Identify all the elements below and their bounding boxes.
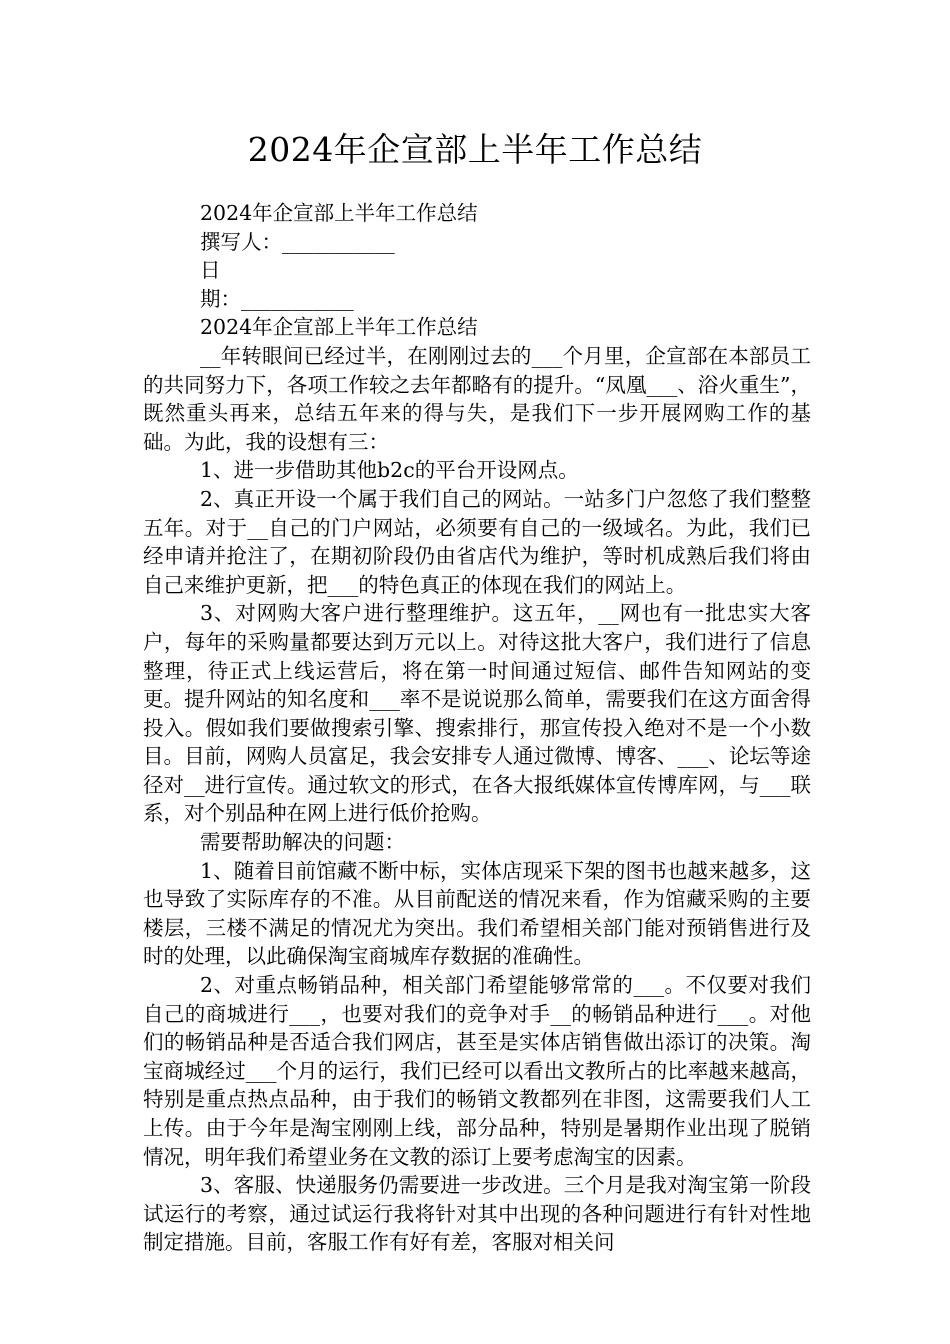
paragraph-problems-heading: 需要帮助解决的问题： (200, 830, 405, 855)
header-line-title: 2024年企宣部上半年工作总结 (200, 201, 478, 225)
paragraph-problem-2: 2、对重点畅销品种，相关部门希望能够常常的___。不仅要对我们自己的商城进行___，也要对我们的竞争对手__的畅销品种进行___。对他们的畅销品种是否适合我们网店，甚至是实体店销售做出添订的决策。淘宝商城经过___个月的运行，我们已经可以看出文教所占的比率越来越高，特别是重点热点品种，由于我们的畅销文教都列在非图，这需要我们人工上传。由于今年是淘宝刚刚上线，部分品种，特别是暑期作业出现了脱销情况，明年我们希望业务在文教的添订上要考虑淘宝的因素。 (143, 973, 811, 1169)
document-body (143, 199, 811, 1257)
header-line-author: 撰写人：___________ (200, 229, 395, 254)
paragraph-plan-2: 2、真正开设一个属于我们自己的网站。一站多门户忽悠了我们整整五年。对于__自己的门户网站，必须要有自己的一级域名。为此，我们已经申请并抢注了，在期初阶段仍由省店代为维护，等时机成熟后我们将由自己来维护更新，把___的特色真正的体现在我们的网站上。 (143, 486, 811, 597)
paragraph-problem-1: 1、随着目前馆藏不断中标，实体店现采下架的图书也越来越多，这也导致了实际库存的不准。从目前配送的情况来看，作为馆藏采购的主要楼层，三楼不满足的情况尤为突出。我们希望相关部门能对预销售进行及时的处理，以此确保淘宝商城库存数据的准确性。 (143, 858, 811, 969)
header-line-subtitle: 2024年企宣部上半年工作总结 (200, 315, 478, 340)
header-line-date-label: 日 (200, 258, 221, 283)
paragraph-problem-3: 3、客服、快递服务仍需要进一步改进。三个月是我对淘宝第一阶段试运行的考察，通过试运行我将针对其中出现的各种问题进行有针对性地制定措施。目前，客服工作有好有差，客服对相关问 (143, 1173, 811, 1255)
paragraph-plan-3: 3、对网购大客户进行整理维护。这五年，__网也有一批忠实大客户，每年的采购量都要达到万元以上。对待这批大客户，我们进行了信息整理，待正式上线运营后，将在第一时间通过短信、邮件告知网站的变更。提升网站的知名度和___率不是说说那么简单，需要我们在这方面舍得投入。假如我们要做搜索引擎、搜索排行，那宣传投入绝对不是一个小数目。目前，网购人员富足，我会安排专人通过微博、博客、___、论坛等途径对__进行宣传。通过软文的形式，在各大报纸媒体宣传博库网，与___联系，对个别品种在网上进行低价抢购。 (143, 601, 811, 826)
paragraph-plan-1: 1、进一步借助其他b2c的平台开设网点。 (200, 458, 579, 483)
document-title: 2024年企宣部上半年工作总结 (247, 130, 703, 169)
header-line-date-field: 期：___________ (200, 286, 354, 311)
paragraph-intro: __年转眼间已经过半，在刚刚过去的___个月里，企宣部在本部员工的共同努力下，各项工作较之去年都略有的提升。“凤凰___、浴火重生”，既然重头再来，总结五年来的得与失，是我们下一步开展网购工作的基础。为此，我的设想有三： (143, 343, 811, 454)
